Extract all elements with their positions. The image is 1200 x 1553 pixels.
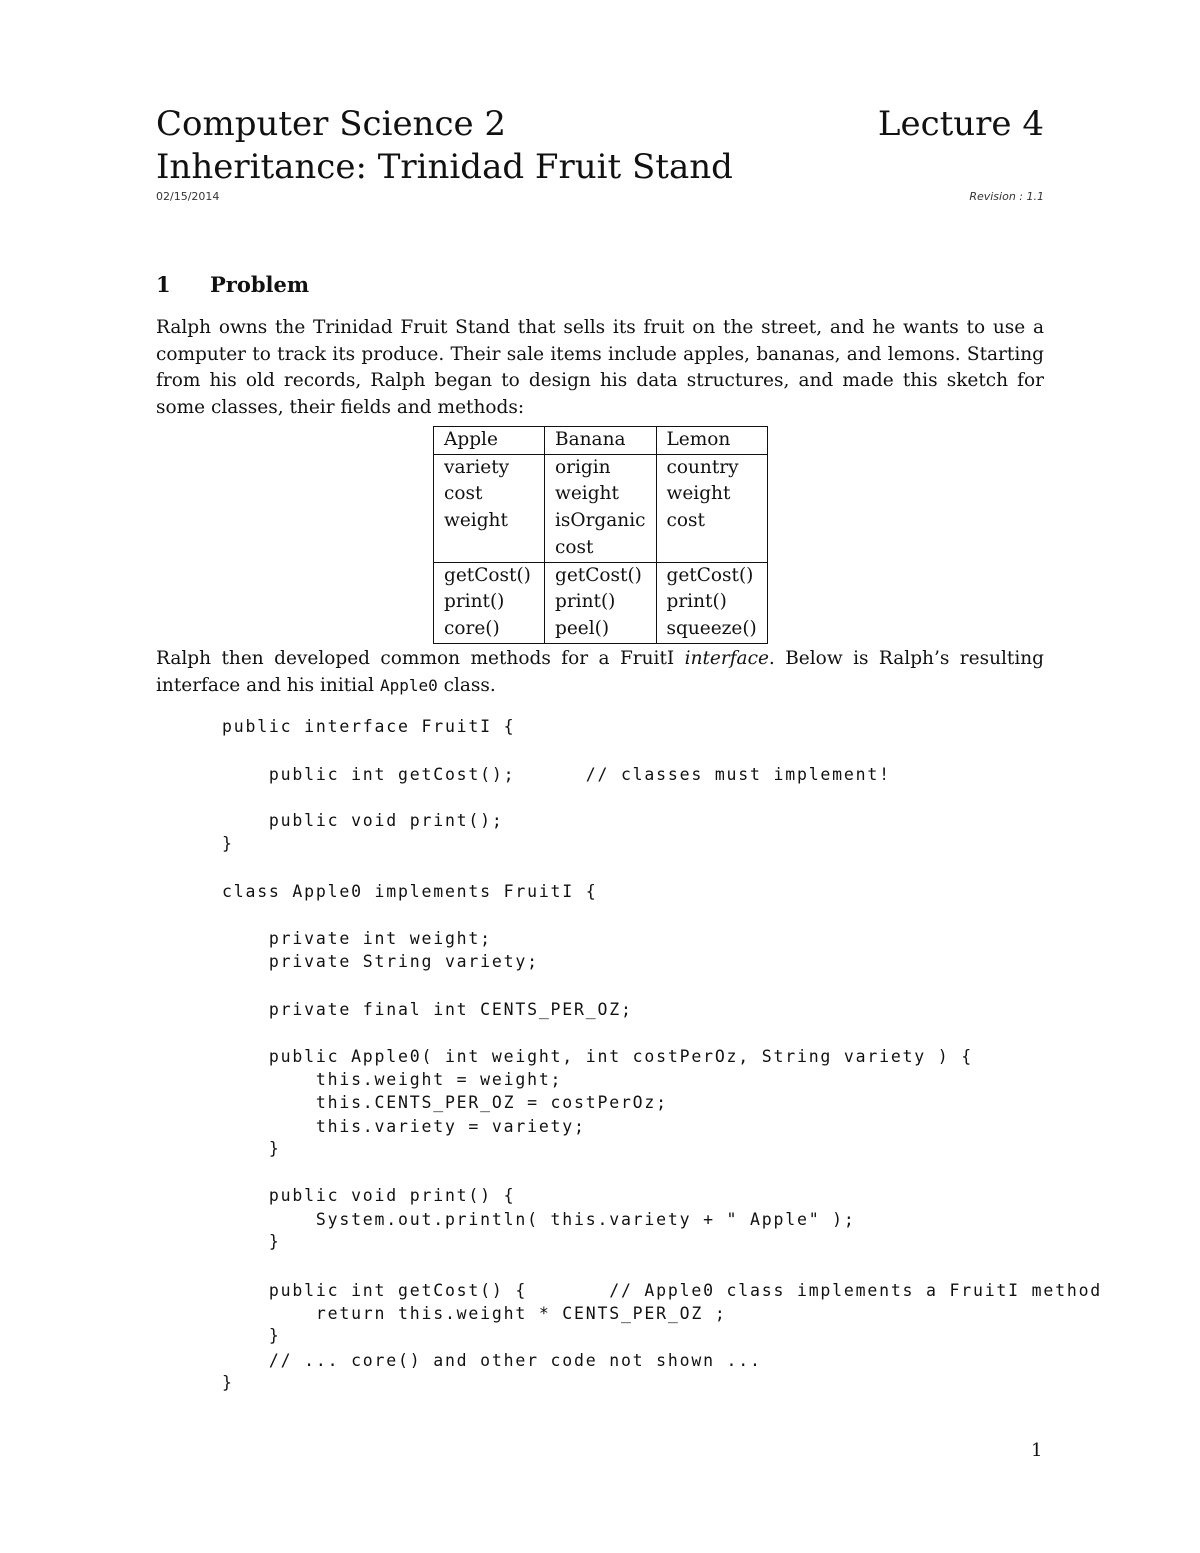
code-line: class Apple0 implements FruitI { — [222, 882, 598, 901]
table-header-cell: Banana — [545, 427, 657, 455]
table-methods-row — [434, 562, 768, 643]
field-item: isOrganic — [555, 510, 646, 532]
field-item: weight — [444, 510, 508, 532]
method-item: getCost() — [666, 564, 754, 586]
fields-cell-banana — [545, 454, 657, 562]
code-line: return this.weight * CENTS_PER_OZ ; — [222, 1304, 727, 1323]
code-line: System.out.println( this.variety + " Apple" ); — [222, 1210, 856, 1229]
fields-cell-apple — [434, 454, 545, 562]
code-line: public interface FruitI { — [222, 717, 516, 736]
section-title: Problem — [210, 272, 310, 297]
code-line: private int weight; — [222, 929, 492, 948]
field-item: cost — [555, 536, 594, 558]
inline-code: Apple0 — [379, 675, 438, 695]
table-header-cell: Apple — [434, 427, 545, 455]
method-item: print() — [666, 591, 727, 613]
code-line: public int getCost(); // classes must implement! — [222, 765, 891, 784]
field-item: cost — [666, 510, 705, 532]
field-item: weight — [555, 483, 619, 505]
revision-label: Revision : 1.1 — [969, 190, 1044, 203]
topic-title: Inheritance: Trinidad Fruit Stand — [156, 147, 733, 187]
code-line: public void print() { — [222, 1186, 516, 1205]
methods-cell-lemon — [656, 562, 767, 643]
method-item: print() — [555, 591, 616, 613]
method-item: getCost() — [444, 564, 531, 586]
emphasis-text: interface — [684, 648, 769, 669]
fields-cell-lemon — [656, 454, 767, 562]
table-header-cell: Lemon — [656, 427, 767, 455]
title-row — [156, 104, 1044, 144]
code-line: } — [222, 1373, 234, 1392]
date-label: 02/15/2014 — [156, 190, 220, 203]
code-line: private final int CENTS_PER_OZ; — [222, 1000, 633, 1019]
code-line: this.CENTS_PER_OZ = costPerOz; — [222, 1093, 668, 1112]
code-line: public void print(); — [222, 811, 504, 830]
methods-cell-apple — [434, 562, 545, 643]
table-header-row — [434, 427, 768, 455]
code-line: // ... core() and other code not shown ... — [222, 1351, 762, 1370]
field-item: variety — [444, 456, 510, 478]
page-number: 1 — [1031, 1440, 1043, 1461]
class-sketch-table — [433, 426, 768, 644]
paragraph-text: . Below is Ralph’s resulting interface and his initial — [156, 648, 1045, 696]
method-item: print() — [444, 591, 505, 613]
field-item: weight — [666, 483, 731, 505]
section-heading — [156, 272, 309, 297]
code-line: } — [222, 1232, 281, 1251]
methods-cell-banana — [545, 562, 657, 643]
field-item: cost — [444, 483, 483, 505]
paragraph-text: Ralph then developed common methods for a FruitI — [156, 648, 685, 669]
method-item: squeeze() — [666, 617, 757, 639]
intro-paragraph: Ralph owns the Trinidad Fruit Stand that sells its fruit on the street, and he wants to use a computer to track its produce. Their sale items include apples, bananas, and lemons. Starting from his old records, Ralph began to design his data structures, and made this sketch for some classes, their fields and methods: — [156, 317, 1044, 418]
code-line: this.variety = variety; — [222, 1117, 586, 1136]
section-number: 1 — [156, 272, 171, 297]
lecture-label: Lecture 4 — [877, 104, 1044, 144]
field-item: country — [666, 456, 739, 478]
meta-row — [156, 190, 1044, 203]
method-item: core() — [444, 617, 500, 639]
field-item: origin — [555, 456, 611, 478]
topic-row — [156, 147, 1044, 187]
course-title: Computer Science 2 — [156, 104, 507, 144]
method-item: getCost() — [555, 564, 642, 586]
table-fields-row — [434, 454, 768, 562]
interface-paragraph — [156, 646, 1044, 699]
method-item: peel() — [555, 617, 610, 639]
code-line: private String variety; — [222, 952, 539, 971]
code-line: this.weight = weight; — [222, 1070, 563, 1089]
paragraph-text: class. — [437, 674, 496, 696]
code-line: public int getCost() { // Apple0 class implements a FruitI method — [222, 1281, 1103, 1300]
code-line: } — [222, 1139, 281, 1158]
code-line: } — [222, 1326, 281, 1345]
code-line: } — [222, 834, 234, 853]
code-line: public Apple0( int weight, int costPerOz, String variety ) { — [222, 1047, 973, 1066]
